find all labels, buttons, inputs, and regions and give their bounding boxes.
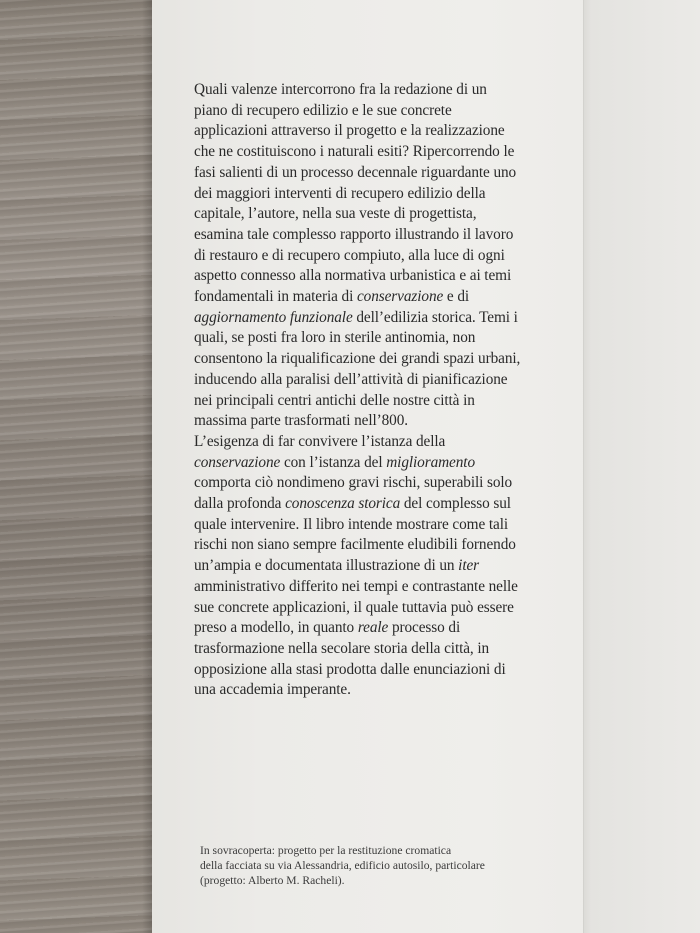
- cover-caption: [200, 843, 560, 888]
- blurb-segment: di restauro e di recupero compiuto, alla luce di ogni: [194, 246, 505, 264]
- caption-line: della facciata su via Alessandria, edificio autosilo, particolare: [200, 859, 485, 872]
- blurb-line: [194, 598, 572, 619]
- caption-line: (progetto: Alberto M. Racheli).: [200, 874, 345, 887]
- blurb-segment: fondamentali in materia di: [194, 288, 357, 306]
- blurb-segment: iter: [458, 557, 480, 575]
- blurb-line: [194, 287, 572, 308]
- blurb-segment: dei maggiori interventi di recupero edilizio della: [194, 184, 486, 202]
- blurb-line: [194, 225, 572, 246]
- blurb-segment: Quali valenze intercorrono fra la redazione di un: [194, 81, 487, 98]
- blurb-segment: che ne costituiscono i naturali esiti? Ripercorrendo le: [194, 143, 515, 161]
- blurb-line: [194, 266, 572, 287]
- blurb-segment: consentono la riqualificazione dei grandi spazi urbani,: [194, 350, 521, 368]
- blurb-segment: conservazione: [194, 453, 281, 471]
- blurb-line: [194, 121, 572, 142]
- blurb-segment: preso a modello, in quanto: [194, 619, 358, 637]
- blurb-segment: L’esigenza di far convivere l’istanza della: [194, 432, 446, 450]
- blurb-segment: reale: [357, 619, 389, 637]
- blurb-line: [194, 163, 572, 184]
- blurb-segment: sue concrete applicazioni, il quale tuttavia può essere: [194, 598, 514, 616]
- wood-table-background: [0, 0, 152, 933]
- blurb-line: [194, 535, 572, 556]
- blurb-segment: processo di: [388, 619, 461, 637]
- blurb-segment: quale intervenire. Il libro intende mostrare come tali: [194, 515, 509, 533]
- blurb-segment: trasformazione nella secolare storia della città, in: [194, 639, 490, 657]
- blurb-segment: amministrativo differito nei tempi e contrastante nelle: [194, 577, 518, 595]
- blurb-segment: applicazioni attraverso il progetto e la realizzazione: [194, 122, 505, 140]
- blurb-segment: piano di recupero edilizio e le sue concrete: [194, 101, 452, 119]
- blurb-segment: capitale, l’autore, nella sua veste di progettista,: [194, 205, 477, 223]
- blurb-line: [194, 473, 572, 494]
- blurb-segment: con l’istanza del: [280, 453, 387, 471]
- blurb-line: [194, 618, 572, 639]
- blurb-segment: inducendo alla paralisi dell’attività di pianificazione: [194, 370, 508, 388]
- blurb-segment: dell’edilizia storica. Temi i: [352, 308, 518, 326]
- blurb-segment: dalla profonda: [194, 495, 286, 513]
- blurb-segment: comporta ciò nondimeno gravi rischi, superabili solo: [194, 474, 513, 492]
- blurb-line: [194, 453, 572, 474]
- blurb-line: [194, 639, 572, 660]
- blurb-segment: aspetto connesso alla normativa urbanistica e ai temi: [194, 267, 512, 285]
- blurb-line: [194, 80, 572, 101]
- blurb-segment: una accademia imperante.: [194, 681, 351, 699]
- blurb-segment: del complesso sul: [400, 495, 511, 513]
- blurb-line: [194, 101, 572, 122]
- blurb-line: [194, 577, 572, 598]
- blurb-line: [194, 328, 572, 349]
- blurb-segment: esamina tale complesso rapporto illustrando il lavoro: [194, 225, 514, 243]
- blurb-segment: conservazione: [356, 288, 444, 306]
- blurb-line: [194, 432, 572, 453]
- caption-line: In sovracoperta: progetto per la restituzione cromatica: [200, 844, 452, 857]
- blurb-text: [194, 80, 572, 701]
- blurb-segment: rischi non siano sempre facilmente eludibili fornendo: [194, 536, 516, 554]
- blurb-line: [194, 308, 572, 329]
- blurb-segment: aggiornamento funzionale: [194, 308, 353, 326]
- blurb-line: [194, 184, 572, 205]
- blurb-line: [194, 370, 572, 391]
- blurb-segment: un’ampia e documentata illustrazione di un: [194, 557, 459, 575]
- blurb-segment: opposizione alla stasi prodotta dalle enunciazioni di: [194, 660, 506, 678]
- blurb-line: [194, 204, 572, 225]
- blurb-line: [194, 411, 572, 432]
- blurb-line: [194, 494, 572, 515]
- blurb-line: [194, 680, 572, 701]
- blurb-segment: conoscenza storica: [285, 495, 401, 513]
- blurb-segment: quali, se posti fra loro in sterile antinomia, non: [194, 329, 476, 347]
- blurb-segment: nei principali centri antichi delle nostre città in: [194, 391, 475, 409]
- blurb-segment: massima parte trasformati nell’800.: [194, 412, 408, 430]
- blurb-line: [194, 349, 572, 370]
- cover-fold: [583, 0, 700, 933]
- blurb-line: [194, 515, 572, 536]
- blurb-segment: miglioramento: [386, 453, 475, 471]
- blurb-line: [194, 660, 572, 681]
- blurb-line: [194, 391, 572, 412]
- blurb-line: [194, 142, 572, 163]
- blurb-line: [194, 246, 572, 267]
- blurb-line: [194, 556, 572, 577]
- blurb-segment: fasi salienti di un processo decennale riguardante uno: [194, 163, 517, 181]
- blurb-segment: e di: [443, 288, 470, 306]
